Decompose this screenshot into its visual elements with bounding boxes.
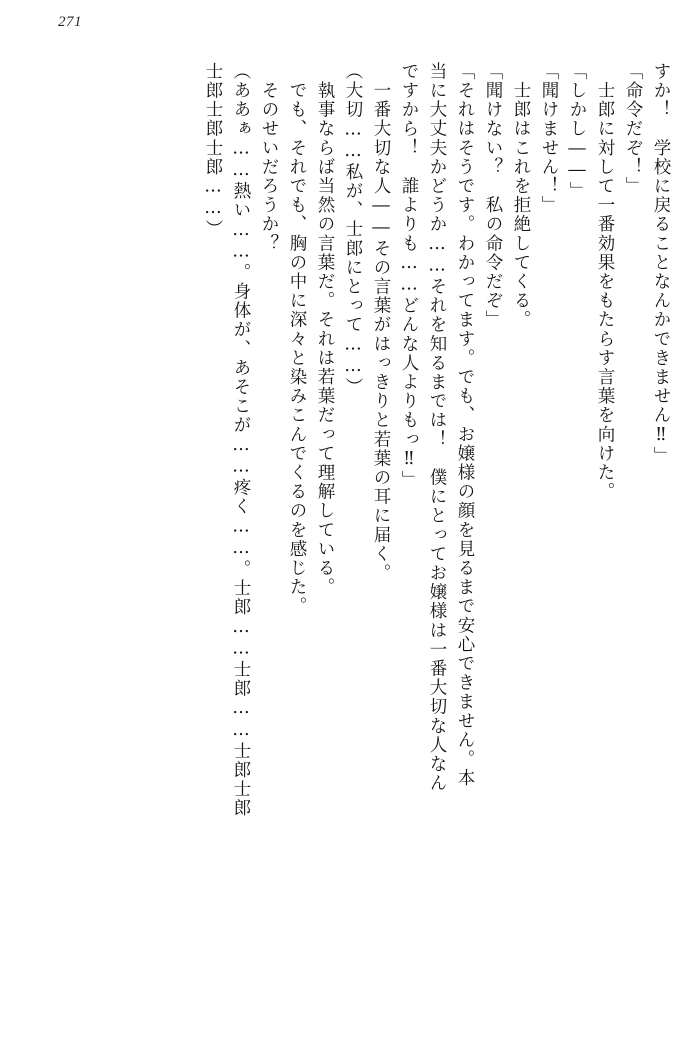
text-line: 「聞けません！」 — [539, 62, 559, 215]
text-line: ですから！ 誰よりも……どんな人よりもっ‼」 — [399, 62, 419, 490]
page-number: 271 — [58, 14, 82, 30]
text-line: 「しかし――」 — [567, 62, 587, 201]
text-line: （ああぁ……熱い……。身体が、あそこが……疼く……。士郎……士郎……士郎士郎 — [231, 62, 251, 818]
text-line: 「それはそうです。わかってます。でも、お嬢様の顔を見るまで安心できません。本 — [455, 62, 475, 788]
text-line: そのせいだろうか？ — [259, 62, 279, 253]
text-line: 執事ならば当然の言葉だ。それは若葉だって理解している。 — [315, 62, 335, 597]
text-line: （大切……私が、士郎にとって……） — [343, 62, 363, 397]
text-line: 「命令だぞ！」 — [623, 62, 643, 196]
page-body-text — [26, 62, 669, 1022]
text-line: 士郎士郎士郎……） — [203, 62, 223, 239]
text-line: 一番大切な人――その言葉がはっきりと若葉の耳に届く。 — [371, 62, 391, 583]
text-line: でも、それでも、胸の中に深々と染みこんでくるのを感じた。 — [287, 62, 307, 616]
text-line: 士郎はこれを拒絶してくる。 — [511, 62, 531, 330]
text-line: 士郎に対して一番効果をもたらす言葉を向けた。 — [595, 62, 615, 502]
text-line: すか！ 学校に戻ることなんかできません‼」 — [651, 62, 671, 466]
text-line: 「聞けない？ 私の命令だぞ」 — [483, 62, 503, 330]
text-line: 当に大丈夫かどうか……それを知るまでは！ 僕にとってお嬢様は一番大切な人なん — [427, 62, 447, 793]
